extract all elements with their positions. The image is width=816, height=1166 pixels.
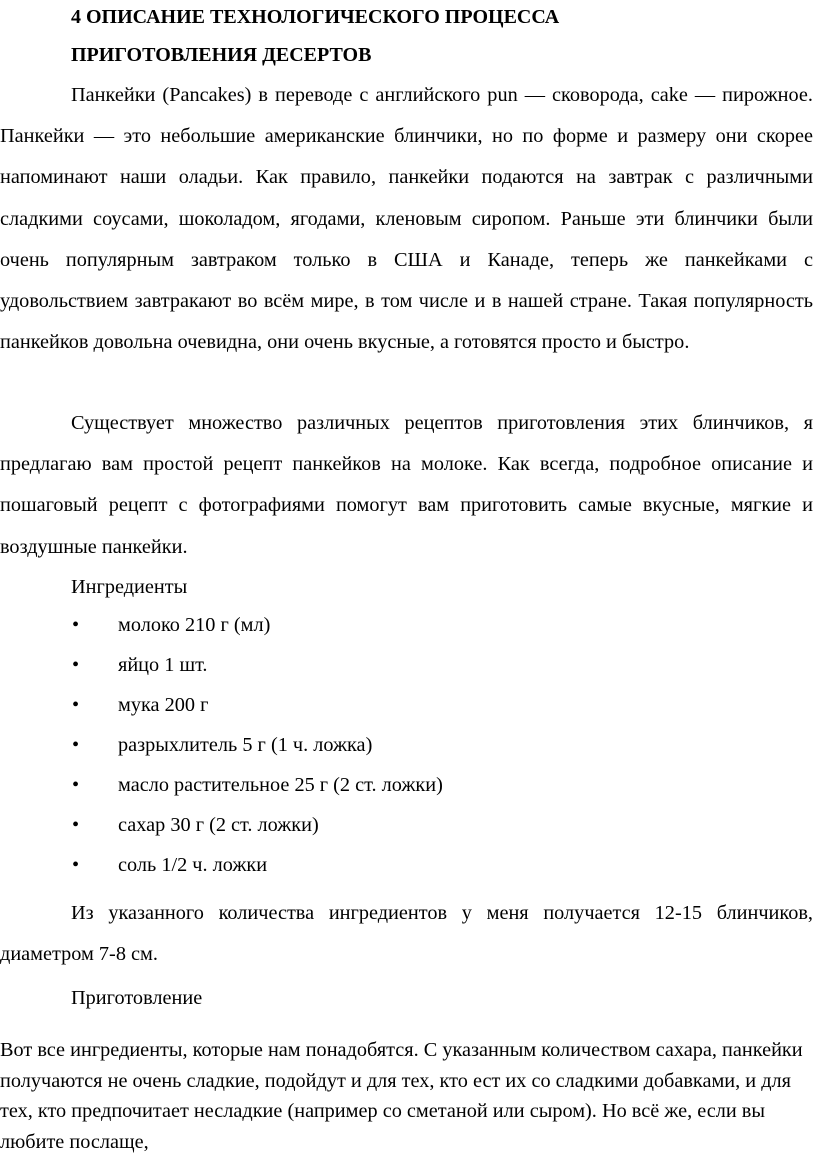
preparation-title: Приготовление [71,987,203,1009]
intro-paragraph: Панкейки (Pancakes) в переводе с английского pun — сковорода, cake — пирожное. Панкейки — это небольшие американские блинчики, но по форме и размеру они скорее напоминают наши оладьи. Как правило, панкейки подаются на завтрак с различными сладкими соусами, шоколадом, ягодами, кленовым сиропом. Раньше эти блинчики были очень популярным завтраком только в США и Канаде, теперь же панкейками с удовольствием завтракают во всём мире, в том числе и в нашей стране. Такая популярность панкейков довольна очевидна, они очень вкусные, а готовятся просто и быстро. [0,84,813,354]
bullet-icon: • [72,774,80,796]
ingredients-note-paragraph: Вот все ингредиенты, которые нам понадобятся. С указанным количеством сахара, панкейки получаются не очень сладкие, подойдут и для тех, кто ест их со сладкими добавками, и для тех, кто предпочитает несладкие (например со сметаной или сыром). Но всё же, если вы любите послаще, [0,1039,803,1153]
ingredient-text: мука 200 г [118,694,209,716]
ingredient-text: масло растительное 25 г (2 ст. ложки) [118,774,443,796]
ingredient-text: сахар 30 г (2 ст. ложки) [118,814,319,836]
bullet-icon: • [72,694,80,716]
ingredient-text: разрыхлитель 5 г (1 ч. ложка) [118,734,373,756]
ingredient-text: яйцо 1 шт. [118,654,208,676]
ingredient-text: молоко 210 г (мл) [118,614,271,636]
bullet-icon: • [72,614,80,636]
bullet-icon: • [72,814,80,836]
bullet-icon: • [72,654,80,676]
ingredient-text: соль 1/2 ч. ложки [118,854,268,876]
bullet-icon: • [72,854,80,876]
yield-paragraph: Из указанного количества ингредиентов у меня получается 12-15 блинчиков, диаметром 7-8 см. [0,902,813,966]
section-heading-line-2: ПРИГОТОВЛЕНИЯ ДЕСЕРТОВ [71,44,372,66]
section-heading-line-1: 4 ОПИСАНИЕ ТЕХНОЛОГИЧЕСКОГО ПРОЦЕССА [71,6,560,28]
recipes-paragraph: Существует множество различных рецептов приготовления этих блинчиков, я предлагаю вам простой рецепт панкейков на молоке. Как всегда, подробное описание и пошаговый рецепт с фотографиями помогут вам приготовить самые вкусные, мягкие и воздушные панкейки. [0,412,813,558]
bullet-icon: • [72,734,80,756]
ingredients-title: Ингредиенты [71,576,188,598]
